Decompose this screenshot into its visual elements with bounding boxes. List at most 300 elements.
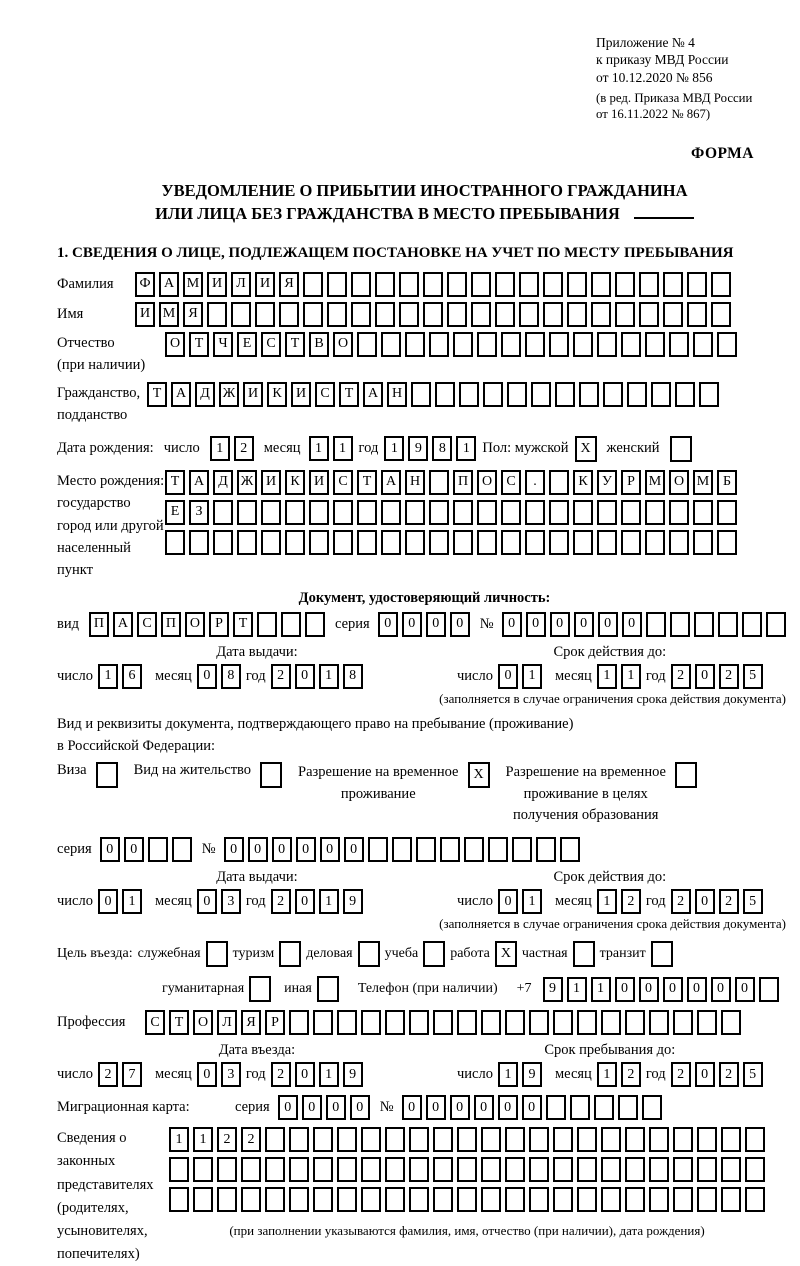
char-cell[interactable] <box>567 302 587 327</box>
char-cell[interactable]: У <box>597 470 617 495</box>
char-cell[interactable]: 2 <box>621 889 641 914</box>
char-cell[interactable] <box>693 530 713 555</box>
char-cell[interactable]: Т <box>339 382 359 407</box>
char-cell[interactable] <box>570 1095 590 1120</box>
char-cell[interactable]: 0 <box>622 612 642 637</box>
char-cell[interactable]: 0 <box>695 664 715 689</box>
char-cell[interactable]: 0 <box>695 889 715 914</box>
char-cell[interactable]: С <box>315 382 335 407</box>
char-cell[interactable] <box>615 302 635 327</box>
char-cell[interactable] <box>285 500 305 525</box>
char-cell[interactable] <box>675 382 695 407</box>
char-cell[interactable] <box>553 1157 573 1182</box>
char-cell[interactable] <box>742 612 762 637</box>
char-cell[interactable] <box>759 977 779 1002</box>
char-cell[interactable]: 1 <box>333 436 353 461</box>
char-cell[interactable] <box>649 1010 669 1035</box>
char-cell[interactable] <box>423 272 443 297</box>
char-cell[interactable] <box>483 382 503 407</box>
purpose-private-checkbox[interactable] <box>573 941 595 967</box>
char-cell[interactable] <box>265 1157 285 1182</box>
char-cell[interactable] <box>645 530 665 555</box>
char-cell[interactable] <box>745 1127 765 1152</box>
char-cell[interactable]: 1 <box>567 977 587 1002</box>
char-cell[interactable] <box>169 1157 189 1182</box>
char-cell[interactable]: 0 <box>450 1095 470 1120</box>
char-cell[interactable] <box>385 1010 405 1035</box>
char-cell[interactable]: 0 <box>295 889 315 914</box>
char-cell[interactable]: 1 <box>319 1062 339 1087</box>
char-cell[interactable] <box>553 1187 573 1212</box>
char-cell[interactable] <box>381 530 401 555</box>
char-cell[interactable] <box>670 612 690 637</box>
char-cell[interactable] <box>409 1127 429 1152</box>
char-cell[interactable]: И <box>291 382 311 407</box>
char-cell[interactable] <box>429 332 449 357</box>
char-cell[interactable] <box>433 1127 453 1152</box>
char-cell[interactable] <box>673 1127 693 1152</box>
char-cell[interactable] <box>505 1127 525 1152</box>
char-cell[interactable]: 2 <box>98 1062 118 1087</box>
char-cell[interactable] <box>361 1157 381 1182</box>
visa-checkbox[interactable] <box>96 762 118 788</box>
char-cell[interactable]: К <box>573 470 593 495</box>
char-cell[interactable] <box>189 530 209 555</box>
char-cell[interactable] <box>669 500 689 525</box>
char-cell[interactable]: О <box>185 612 205 637</box>
char-cell[interactable] <box>337 1187 357 1212</box>
char-cell[interactable]: 0 <box>711 977 731 1002</box>
char-cell[interactable] <box>477 530 497 555</box>
char-cell[interactable]: 0 <box>550 612 570 637</box>
char-cell[interactable]: О <box>333 332 353 357</box>
char-cell[interactable] <box>625 1157 645 1182</box>
purpose-business-checkbox[interactable] <box>358 941 380 967</box>
char-cell[interactable] <box>597 530 617 555</box>
char-cell[interactable] <box>525 500 545 525</box>
char-cell[interactable]: Я <box>183 302 203 327</box>
char-cell[interactable]: 0 <box>326 1095 346 1120</box>
char-cell[interactable] <box>697 1010 717 1035</box>
char-cell[interactable]: 0 <box>248 837 268 862</box>
char-cell[interactable]: 0 <box>498 889 518 914</box>
char-cell[interactable] <box>385 1187 405 1212</box>
char-cell[interactable] <box>327 302 347 327</box>
char-cell[interactable]: 0 <box>426 1095 446 1120</box>
char-cell[interactable]: Р <box>621 470 641 495</box>
char-cell[interactable] <box>645 332 665 357</box>
char-cell[interactable]: 0 <box>498 1095 518 1120</box>
char-cell[interactable] <box>651 382 671 407</box>
char-cell[interactable] <box>351 272 371 297</box>
char-cell[interactable]: 0 <box>296 837 316 862</box>
char-cell[interactable] <box>603 382 623 407</box>
char-cell[interactable] <box>361 1127 381 1152</box>
char-cell[interactable] <box>649 1127 669 1152</box>
char-cell[interactable]: П <box>453 470 473 495</box>
char-cell[interactable] <box>717 332 737 357</box>
char-cell[interactable] <box>697 1157 717 1182</box>
char-cell[interactable]: 2 <box>271 664 291 689</box>
char-cell[interactable] <box>721 1187 741 1212</box>
char-cell[interactable] <box>357 500 377 525</box>
char-cell[interactable]: 0 <box>344 837 364 862</box>
residence-permit-checkbox[interactable] <box>260 762 282 788</box>
char-cell[interactable]: 9 <box>343 889 363 914</box>
char-cell[interactable] <box>305 612 325 637</box>
char-cell[interactable] <box>405 530 425 555</box>
char-cell[interactable]: 1 <box>498 1062 518 1087</box>
char-cell[interactable] <box>553 1127 573 1152</box>
char-cell[interactable]: 1 <box>597 1062 617 1087</box>
char-cell[interactable] <box>646 612 666 637</box>
char-cell[interactable]: 2 <box>241 1127 261 1152</box>
char-cell[interactable]: 2 <box>671 889 691 914</box>
char-cell[interactable] <box>385 1127 405 1152</box>
char-cell[interactable] <box>721 1010 741 1035</box>
char-cell[interactable] <box>217 1157 237 1182</box>
char-cell[interactable] <box>435 382 455 407</box>
char-cell[interactable]: 8 <box>343 664 363 689</box>
char-cell[interactable] <box>357 332 377 357</box>
purpose-tourism-checkbox[interactable] <box>279 941 301 967</box>
char-cell[interactable] <box>429 470 449 495</box>
char-cell[interactable] <box>217 1187 237 1212</box>
char-cell[interactable]: 0 <box>350 1095 370 1120</box>
char-cell[interactable] <box>717 530 737 555</box>
char-cell[interactable] <box>241 1157 261 1182</box>
purpose-other-checkbox[interactable] <box>317 976 339 1002</box>
char-cell[interactable]: 1 <box>597 664 617 689</box>
char-cell[interactable] <box>309 530 329 555</box>
char-cell[interactable]: И <box>255 272 275 297</box>
char-cell[interactable] <box>577 1010 597 1035</box>
char-cell[interactable]: 1 <box>319 889 339 914</box>
char-cell[interactable] <box>447 302 467 327</box>
char-cell[interactable] <box>591 272 611 297</box>
char-cell[interactable]: 1 <box>309 436 329 461</box>
char-cell[interactable]: Д <box>195 382 215 407</box>
char-cell[interactable]: 6 <box>122 664 142 689</box>
char-cell[interactable] <box>477 500 497 525</box>
char-cell[interactable]: 2 <box>719 1062 739 1087</box>
char-cell[interactable] <box>505 1157 525 1182</box>
char-cell[interactable] <box>313 1010 333 1035</box>
char-cell[interactable] <box>405 500 425 525</box>
char-cell[interactable] <box>488 837 508 862</box>
char-cell[interactable] <box>495 302 515 327</box>
char-cell[interactable] <box>313 1187 333 1212</box>
char-cell[interactable]: 9 <box>408 436 428 461</box>
char-cell[interactable] <box>429 500 449 525</box>
purpose-transit-checkbox[interactable] <box>651 941 673 967</box>
char-cell[interactable]: Н <box>405 470 425 495</box>
char-cell[interactable]: 1 <box>456 436 476 461</box>
char-cell[interactable] <box>453 500 473 525</box>
char-cell[interactable] <box>555 382 575 407</box>
char-cell[interactable]: Ф <box>135 272 155 297</box>
char-cell[interactable] <box>573 500 593 525</box>
char-cell[interactable]: 0 <box>735 977 755 1002</box>
char-cell[interactable] <box>453 530 473 555</box>
char-cell[interactable] <box>193 1187 213 1212</box>
char-cell[interactable]: Б <box>717 470 737 495</box>
char-cell[interactable] <box>501 332 521 357</box>
char-cell[interactable] <box>453 332 473 357</box>
char-cell[interactable]: 1 <box>522 889 542 914</box>
char-cell[interactable] <box>594 1095 614 1120</box>
char-cell[interactable] <box>745 1187 765 1212</box>
char-cell[interactable]: 0 <box>124 837 144 862</box>
char-cell[interactable] <box>663 302 683 327</box>
char-cell[interactable] <box>481 1157 501 1182</box>
char-cell[interactable] <box>433 1187 453 1212</box>
char-cell[interactable]: М <box>693 470 713 495</box>
char-cell[interactable] <box>529 1157 549 1182</box>
char-cell[interactable] <box>381 332 401 357</box>
char-cell[interactable] <box>261 530 281 555</box>
char-cell[interactable] <box>333 530 353 555</box>
char-cell[interactable]: Ж <box>237 470 257 495</box>
char-cell[interactable] <box>357 530 377 555</box>
char-cell[interactable]: 0 <box>98 889 118 914</box>
char-cell[interactable]: 0 <box>615 977 635 1002</box>
char-cell[interactable]: 1 <box>621 664 641 689</box>
char-cell[interactable] <box>313 1127 333 1152</box>
char-cell[interactable] <box>381 500 401 525</box>
char-cell[interactable] <box>618 1095 638 1120</box>
char-cell[interactable] <box>673 1187 693 1212</box>
char-cell[interactable]: В <box>309 332 329 357</box>
char-cell[interactable] <box>481 1187 501 1212</box>
char-cell[interactable]: С <box>137 612 157 637</box>
char-cell[interactable] <box>213 530 233 555</box>
char-cell[interactable]: М <box>183 272 203 297</box>
char-cell[interactable] <box>261 500 281 525</box>
char-cell[interactable]: О <box>669 470 689 495</box>
char-cell[interactable] <box>213 500 233 525</box>
char-cell[interactable]: 0 <box>402 1095 422 1120</box>
char-cell[interactable]: К <box>285 470 305 495</box>
char-cell[interactable] <box>303 302 323 327</box>
char-cell[interactable]: 0 <box>522 1095 542 1120</box>
char-cell[interactable] <box>529 1127 549 1152</box>
char-cell[interactable]: 1 <box>193 1127 213 1152</box>
char-cell[interactable]: 0 <box>278 1095 298 1120</box>
char-cell[interactable] <box>711 302 731 327</box>
char-cell[interactable] <box>546 1095 566 1120</box>
char-cell[interactable] <box>433 1157 453 1182</box>
char-cell[interactable] <box>531 382 551 407</box>
char-cell[interactable] <box>639 302 659 327</box>
char-cell[interactable] <box>519 272 539 297</box>
temp-permit-checkbox[interactable]: X <box>468 762 490 788</box>
char-cell[interactable]: Ж <box>219 382 239 407</box>
char-cell[interactable]: 1 <box>210 436 230 461</box>
char-cell[interactable]: 1 <box>122 889 142 914</box>
char-cell[interactable] <box>265 1187 285 1212</box>
char-cell[interactable] <box>457 1187 477 1212</box>
char-cell[interactable] <box>573 332 593 357</box>
char-cell[interactable]: С <box>501 470 521 495</box>
char-cell[interactable]: 0 <box>272 837 292 862</box>
char-cell[interactable] <box>193 1157 213 1182</box>
char-cell[interactable]: 0 <box>474 1095 494 1120</box>
char-cell[interactable] <box>529 1010 549 1035</box>
char-cell[interactable] <box>549 500 569 525</box>
char-cell[interactable]: 0 <box>426 612 446 637</box>
char-cell[interactable] <box>625 1127 645 1152</box>
char-cell[interactable] <box>457 1010 477 1035</box>
char-cell[interactable]: 2 <box>719 664 739 689</box>
char-cell[interactable] <box>501 530 521 555</box>
char-cell[interactable]: Т <box>285 332 305 357</box>
char-cell[interactable]: 0 <box>295 1062 315 1087</box>
char-cell[interactable] <box>699 382 719 407</box>
char-cell[interactable]: 0 <box>695 1062 715 1087</box>
char-cell[interactable] <box>429 530 449 555</box>
char-cell[interactable]: 0 <box>197 889 217 914</box>
char-cell[interactable]: 7 <box>122 1062 142 1087</box>
char-cell[interactable] <box>711 272 731 297</box>
char-cell[interactable] <box>505 1010 525 1035</box>
char-cell[interactable] <box>597 332 617 357</box>
char-cell[interactable] <box>411 382 431 407</box>
char-cell[interactable] <box>457 1127 477 1152</box>
char-cell[interactable]: 3 <box>221 889 241 914</box>
char-cell[interactable]: 0 <box>197 1062 217 1087</box>
char-cell[interactable] <box>464 837 484 862</box>
char-cell[interactable] <box>663 272 683 297</box>
char-cell[interactable]: 2 <box>621 1062 641 1087</box>
char-cell[interactable] <box>207 302 227 327</box>
char-cell[interactable] <box>399 272 419 297</box>
char-cell[interactable] <box>573 530 593 555</box>
char-cell[interactable]: 9 <box>522 1062 542 1087</box>
char-cell[interactable] <box>549 530 569 555</box>
char-cell[interactable] <box>471 302 491 327</box>
char-cell[interactable]: Т <box>147 382 167 407</box>
char-cell[interactable] <box>501 500 521 525</box>
char-cell[interactable]: 0 <box>526 612 546 637</box>
char-cell[interactable] <box>597 500 617 525</box>
char-cell[interactable] <box>241 1187 261 1212</box>
char-cell[interactable] <box>409 1010 429 1035</box>
char-cell[interactable]: 2 <box>671 664 691 689</box>
char-cell[interactable]: Д <box>213 470 233 495</box>
char-cell[interactable] <box>687 302 707 327</box>
char-cell[interactable] <box>423 302 443 327</box>
char-cell[interactable] <box>289 1187 309 1212</box>
char-cell[interactable]: А <box>189 470 209 495</box>
char-cell[interactable] <box>627 382 647 407</box>
char-cell[interactable] <box>673 1157 693 1182</box>
char-cell[interactable] <box>639 272 659 297</box>
char-cell[interactable] <box>543 272 563 297</box>
char-cell[interactable]: 9 <box>543 977 563 1002</box>
char-cell[interactable] <box>549 470 569 495</box>
char-cell[interactable]: Т <box>357 470 377 495</box>
char-cell[interactable]: А <box>171 382 191 407</box>
char-cell[interactable]: 0 <box>598 612 618 637</box>
char-cell[interactable] <box>721 1127 741 1152</box>
char-cell[interactable] <box>313 1157 333 1182</box>
char-cell[interactable] <box>309 500 329 525</box>
char-cell[interactable] <box>409 1187 429 1212</box>
char-cell[interactable]: Л <box>217 1010 237 1035</box>
char-cell[interactable] <box>285 530 305 555</box>
char-cell[interactable] <box>165 530 185 555</box>
char-cell[interactable] <box>577 1157 597 1182</box>
char-cell[interactable]: Т <box>189 332 209 357</box>
char-cell[interactable] <box>281 612 301 637</box>
purpose-humanitarian-checkbox[interactable] <box>249 976 271 1002</box>
char-cell[interactable]: Е <box>237 332 257 357</box>
char-cell[interactable]: Н <box>387 382 407 407</box>
char-cell[interactable] <box>148 837 168 862</box>
char-cell[interactable] <box>591 302 611 327</box>
char-cell[interactable] <box>481 1010 501 1035</box>
char-cell[interactable]: 0 <box>295 664 315 689</box>
char-cell[interactable]: 1 <box>591 977 611 1002</box>
char-cell[interactable]: 2 <box>671 1062 691 1087</box>
char-cell[interactable]: А <box>113 612 133 637</box>
char-cell[interactable] <box>327 272 347 297</box>
char-cell[interactable] <box>549 332 569 357</box>
char-cell[interactable]: 0 <box>687 977 707 1002</box>
char-cell[interactable]: Л <box>231 272 251 297</box>
char-cell[interactable] <box>265 1127 285 1152</box>
char-cell[interactable] <box>621 530 641 555</box>
char-cell[interactable] <box>621 500 641 525</box>
char-cell[interactable]: 2 <box>271 889 291 914</box>
char-cell[interactable]: 0 <box>378 612 398 637</box>
char-cell[interactable]: 3 <box>221 1062 241 1087</box>
char-cell[interactable]: С <box>145 1010 165 1035</box>
char-cell[interactable]: Ч <box>213 332 233 357</box>
char-cell[interactable]: 1 <box>522 664 542 689</box>
char-cell[interactable] <box>693 332 713 357</box>
char-cell[interactable] <box>289 1010 309 1035</box>
char-cell[interactable]: 0 <box>224 837 244 862</box>
char-cell[interactable] <box>577 1127 597 1152</box>
char-cell[interactable]: И <box>207 272 227 297</box>
char-cell[interactable]: И <box>261 470 281 495</box>
char-cell[interactable]: Т <box>169 1010 189 1035</box>
char-cell[interactable] <box>351 302 371 327</box>
char-cell[interactable] <box>525 530 545 555</box>
char-cell[interactable]: 1 <box>98 664 118 689</box>
char-cell[interactable] <box>669 332 689 357</box>
char-cell[interactable]: Р <box>209 612 229 637</box>
char-cell[interactable] <box>337 1157 357 1182</box>
char-cell[interactable] <box>625 1187 645 1212</box>
char-cell[interactable]: 0 <box>574 612 594 637</box>
char-cell[interactable] <box>289 1127 309 1152</box>
char-cell[interactable] <box>440 837 460 862</box>
char-cell[interactable] <box>529 1187 549 1212</box>
char-cell[interactable] <box>361 1010 381 1035</box>
char-cell[interactable] <box>560 837 580 862</box>
char-cell[interactable] <box>615 272 635 297</box>
char-cell[interactable]: О <box>165 332 185 357</box>
char-cell[interactable] <box>237 530 257 555</box>
char-cell[interactable]: О <box>477 470 497 495</box>
char-cell[interactable] <box>385 1157 405 1182</box>
char-cell[interactable]: С <box>261 332 281 357</box>
purpose-work-checkbox[interactable]: X <box>495 941 517 967</box>
char-cell[interactable]: 1 <box>169 1127 189 1152</box>
